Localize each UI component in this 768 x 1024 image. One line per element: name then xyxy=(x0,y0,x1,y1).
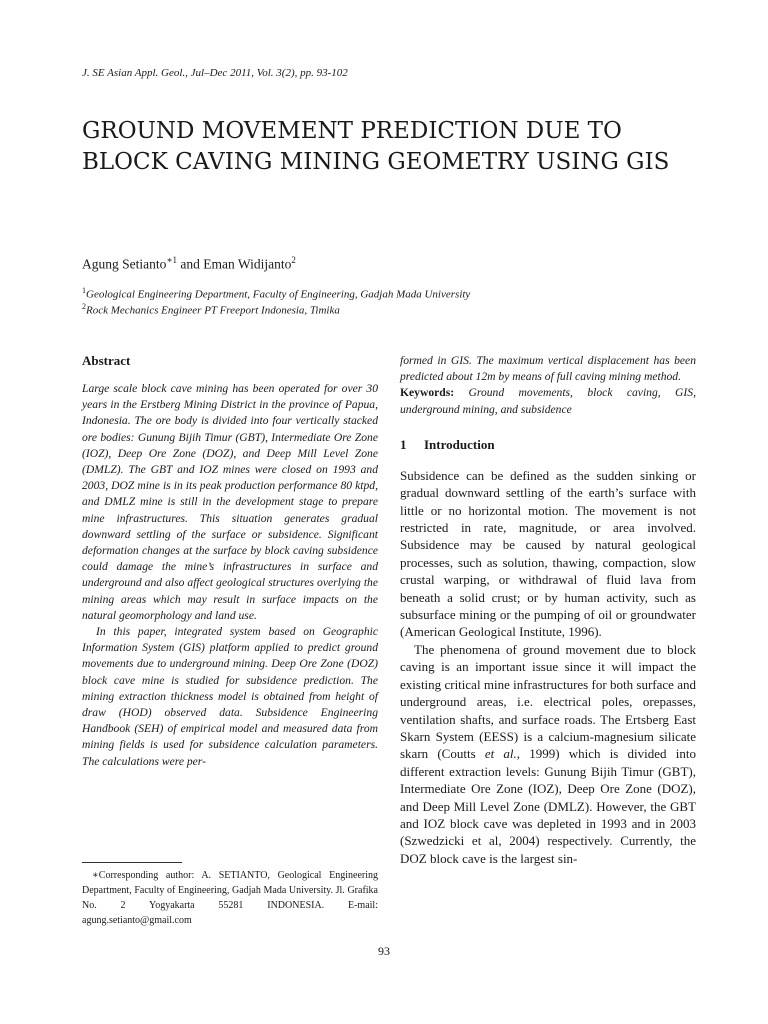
keywords xyxy=(400,385,696,417)
keywords-text: Ground movements, block caving, GIS, underground mining, and subsidence xyxy=(400,386,696,416)
author-mark: ∗1 xyxy=(166,255,177,265)
body-text: The phenomena of ground movement due to block caving is an important issue since it will impact the existing critical mine infrastructures for both surface and underground areas, i.e. electrical poles, orepasses, ventilation shafts, and surface roads. The Ertsberg East Skarn System (EESS) is a calcium-magnesium silicate skarn (Coutts xyxy=(400,641,696,762)
footnote xyxy=(82,868,378,928)
section-title: Introduction xyxy=(424,436,495,452)
affiliation-text: Geological Engineering Department, Faculty of Engineering, Gadjah Mada University xyxy=(86,288,471,301)
journal-header: J. SE Asian Appl. Geol., Jul–Dec 2011, Vol. 3(2), pp. 93-102 xyxy=(82,67,348,79)
footnote-text: ∗Corresponding author: A. SETIANTO, Geological Engineering Department, Faculty of Engineering, Gadjah Mada University. Jl. Grafika No. 2 Yogyakarta 55281 INDONESIA. E-mail: agung.setianto@gmail.com xyxy=(82,870,378,926)
section-number: 1 xyxy=(400,436,407,452)
affiliation-mark: 1 xyxy=(82,286,86,295)
author-name: Eman Widijanto xyxy=(203,256,292,272)
right-column xyxy=(400,353,696,867)
abstract-paragraph-continued: formed in GIS. The maximum vertical displacement has been predicted about 12m by means of full caving mining method. xyxy=(400,354,696,384)
body-text: , 1999) which is divided into different extraction levels: Gunung Bijih Timur (GBT), Intermediate Ore Zone (IOZ), Deep Ore Zone (DOZ), and Deep Mill Level Zone (DMLZ). However, the GBT and IOZ block cave was depleted in 1993 and in 2003 (Szwedzicki et al, 2004) respectively. Currently, the DOZ block cave is the largest sin- xyxy=(400,746,696,866)
abstract-paragraph: In this paper, integrated system based on Geographic Information System (GIS) platform applied to predict ground movements due to underground mining. Deep Ore Zone (DOZ) block cave mine is studied for subsidence prediction. The mining extraction thickness model is obtained from height of draw (HOD) observed data. Subsidence Engineering Handbook (SEH) of empirical model and measured data from mining fields is used for subsidence calculation parameters. The calculations were per- xyxy=(82,625,378,768)
affiliation xyxy=(82,286,470,301)
body-paragraph: Subsidence can be defined as the sudden sinking or gradual downward settling of the earth’s surface with little or no horizontal motion. The movement is not restricted in rate, magnitude, or area involved. Subsidence may be caused by natural geological processes, such as solution, thawing, compaction, slow crustal warping, or withdrawal of fluid lava from beneath a solid crust; or by human activity, such as subsurface mining or the pumping of oil or groundwater (American Geological Institute, 1996). xyxy=(400,467,696,640)
abstract-paragraph: Large scale block cave mining has been operated for over 30 years in the Erstberg Mining District in the province of Papua, Indonesia. The ore body is divided into four vertically stacked ore bodies: Gunung Bijih Timur (GBT), Intermediate Ore Zone (IOZ), Deep Ore Zone (DOZ), and Deep Mill Level Zone (DMLZ). The GBT and IOZ mines were closed on 1993 and 2003, DOZ mine is in its peak production performance 80 ktpd, and DMLZ mine is still in the development stage to prepare mine infrastructures. This situation generates gradual downward settling of the surface or subsidence. Significant deformation changes at the surface by block caving subsidence could damage the mine’s infrastructures in surface and underground and also affect geological structures overlying the mining areas which may result in surface impacts on the natural geomorphology and land use. xyxy=(82,382,378,622)
affiliation xyxy=(82,302,340,317)
affiliation-mark: 2 xyxy=(82,302,86,311)
left-column xyxy=(82,353,378,770)
author-mark: 2 xyxy=(291,255,296,265)
citation-etal: et al. xyxy=(484,746,517,762)
affiliation-text: Rock Mechanics Engineer PT Freeport Indonesia, Timika xyxy=(86,304,340,317)
body-paragraph xyxy=(400,641,696,867)
keywords-label: Keywords: xyxy=(400,386,455,400)
section-heading xyxy=(400,437,696,453)
author-line xyxy=(82,255,296,273)
footnote-rule xyxy=(82,862,182,863)
author-name: Agung Setianto xyxy=(82,256,167,272)
author-conjunction: and xyxy=(177,256,204,272)
paper-title: GROUND MOVEMENT PREDICTION DUE TO BLOCK CAVING MINING GEOMETRY USING GIS xyxy=(82,118,670,175)
abstract-heading: Abstract xyxy=(82,353,131,368)
page-number: 93 xyxy=(378,944,390,958)
